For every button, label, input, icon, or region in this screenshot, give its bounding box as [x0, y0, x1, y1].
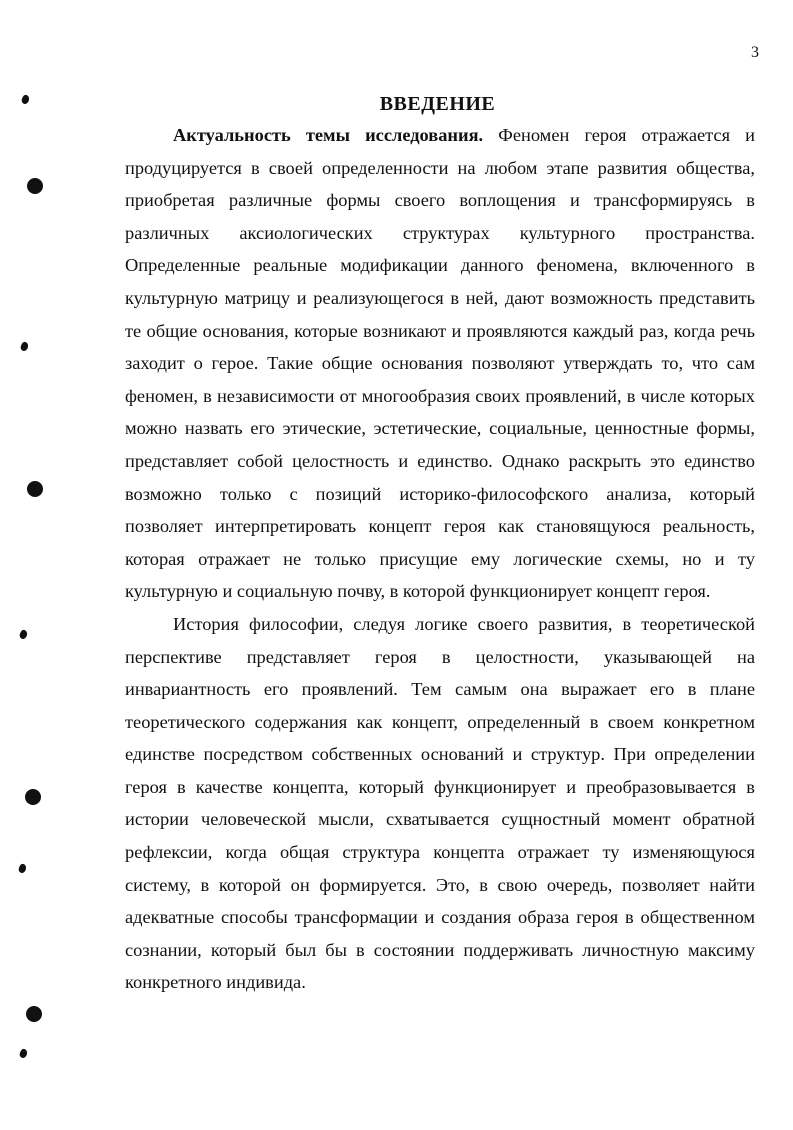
paragraph-text: Феномен героя отражается и продуцируется в своей определенности на любом этапе развития общества, приобретая различные формы своего воплощения и трансформируясь в различных аксиологических структурах культурного пространства. Определенные реальные модификации данного феномена, включенного в культурную матрицу и реализующегося в ней, дают возможность представить те общие основания, которые возникают и проявляются каждый раз, когда речь заходит о герое. Такие общие основания позволяют утверждать то, что сам феномен, в независимости от многообразия своих проявлений, в числе которых можно назвать его этические, эстетические, социальные, ценностные формы, представляет собой целостность и единство. Однако раскрыть это единство возможно только с позиций историко-философского анализа, который позволяет интерпретировать концепт героя как становящуюся реальность, которая отражает не только присущие ему логические схемы, но и ту культурную и социальную почву, в которой функционирует концепт героя. [125, 125, 756, 602]
paragraph-relevance [125, 119, 755, 608]
binding-hole [26, 1006, 42, 1022]
paragraph-lead: Актуальность темы исследования. [173, 125, 484, 145]
heading: ВВЕДЕНИЕ [379, 93, 496, 115]
margin-speck [17, 863, 27, 874]
binding-hole [27, 178, 43, 194]
binding-hole [25, 789, 41, 805]
body-text [125, 119, 755, 999]
page-number: 3 [751, 44, 759, 61]
paragraph-text: История философии, следуя логике своего развития, в теоретической перспективе представляет героя в целостности, указывающей на инвариантность его проявлений. Тем самым она выражает его в плане теоретического содержания как концепт, определенный в своем конкретном единстве посредством собственных оснований и структур. При определении героя в качестве концепта, который функционирует и преобразовывается в истории человеческой мысли, схватывается сущностный момент обратной рефлексии, когда общая структура концепта отражает ту изменяющуюся систему, в которой он формируется. Это, в свою очередь, позволяет найти адекватные способы трансформации и создания образа героя в общественном сознании, который был бы в состоянии поддерживать личностную максиму конкретного индивида. [125, 613, 755, 993]
binding-hole [27, 481, 43, 497]
margin-speck [18, 1048, 28, 1059]
margin-speck [19, 341, 29, 352]
paragraph-history [125, 608, 755, 999]
margin-speck [18, 629, 28, 640]
